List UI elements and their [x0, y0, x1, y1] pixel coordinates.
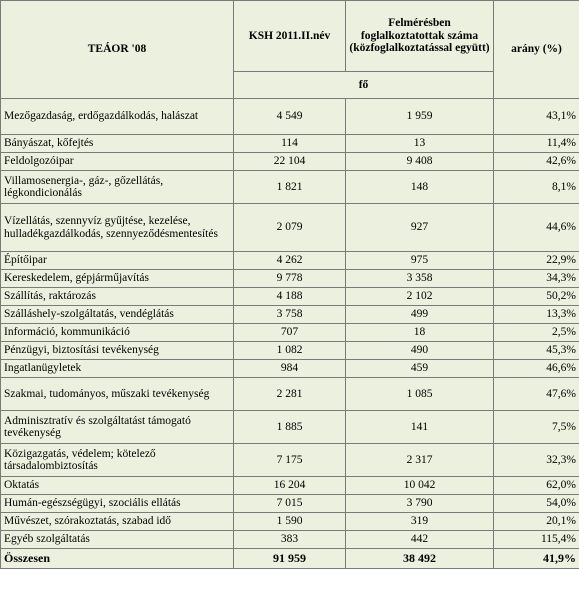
row-ksh: 4 549	[234, 99, 346, 135]
row-survey: 459	[346, 360, 494, 378]
row-label: Szálláshely-szolgáltatás, vendéglátás	[1, 306, 234, 324]
row-ksh: 1 885	[234, 411, 346, 444]
table-row	[1, 495, 579, 513]
table-row	[1, 252, 579, 270]
total-ksh: 91 959	[234, 549, 346, 569]
row-ksh: 1 590	[234, 513, 346, 531]
table-row	[1, 531, 579, 549]
row-label: Szakmai, tudományos, műszaki tevékenység	[1, 378, 234, 411]
row-ratio: 8,1%	[494, 171, 579, 204]
row-ratio: 50,2%	[494, 288, 579, 306]
row-ratio: 44,6%	[494, 204, 579, 252]
row-survey: 2 102	[346, 288, 494, 306]
row-ksh: 1 082	[234, 342, 346, 360]
table-row	[1, 444, 579, 477]
row-ratio: 7,5%	[494, 411, 579, 444]
row-ksh: 114	[234, 135, 346, 153]
row-label: Művészet, szórakoztatás, szabad idő	[1, 513, 234, 531]
row-survey: 490	[346, 342, 494, 360]
row-ratio: 2,5%	[494, 324, 579, 342]
row-ksh: 707	[234, 324, 346, 342]
row-label: Adminisztratív és szolgáltatást támogató tevékenység	[1, 411, 234, 444]
row-survey: 499	[346, 306, 494, 324]
row-ratio: 11,4%	[494, 135, 579, 153]
row-survey: 1 959	[346, 99, 494, 135]
row-ksh: 2 281	[234, 378, 346, 411]
header-ratio: arány (%)	[494, 1, 579, 99]
row-ksh: 16 204	[234, 477, 346, 495]
row-label: Oktatás	[1, 477, 234, 495]
row-survey: 141	[346, 411, 494, 444]
row-label: Ingatlanügyletek	[1, 360, 234, 378]
row-survey: 442	[346, 531, 494, 549]
row-ksh: 9 778	[234, 270, 346, 288]
row-survey: 148	[346, 171, 494, 204]
row-ratio: 22,9%	[494, 252, 579, 270]
row-survey: 3 790	[346, 495, 494, 513]
total-row	[1, 549, 579, 569]
table-row	[1, 513, 579, 531]
row-label: Villamosenergia-, gáz-, gőzellátás, légkondicionálás	[1, 171, 234, 204]
row-ratio: 54,0%	[494, 495, 579, 513]
row-survey: 975	[346, 252, 494, 270]
table-row	[1, 378, 579, 411]
row-ratio: 42,6%	[494, 153, 579, 171]
row-ksh: 22 104	[234, 153, 346, 171]
row-ksh: 4 188	[234, 288, 346, 306]
row-ksh: 984	[234, 360, 346, 378]
table-row	[1, 204, 579, 252]
row-survey: 3 358	[346, 270, 494, 288]
row-survey: 319	[346, 513, 494, 531]
row-ratio: 46,6%	[494, 360, 579, 378]
row-label: Szállítás, raktározás	[1, 288, 234, 306]
row-label: Pénzügyi, biztosítási tevékenység	[1, 342, 234, 360]
row-ratio: 43,1%	[494, 99, 579, 135]
row-survey: 2 317	[346, 444, 494, 477]
header-ksh: KSH 2011.II.név	[234, 1, 346, 72]
row-label: Kereskedelem, gépjárműjavítás	[1, 270, 234, 288]
row-label: Bányászat, kőfejtés	[1, 135, 234, 153]
row-ratio: 13,3%	[494, 306, 579, 324]
table-row	[1, 99, 579, 135]
row-ratio: 62,0%	[494, 477, 579, 495]
row-ksh: 4 262	[234, 252, 346, 270]
row-ksh: 3 758	[234, 306, 346, 324]
row-survey: 10 042	[346, 477, 494, 495]
table-row	[1, 360, 579, 378]
row-label: Közigazgatás, védelem; kötelező társadalombiztosítás	[1, 444, 234, 477]
row-ratio: 45,3%	[494, 342, 579, 360]
row-ksh: 7 015	[234, 495, 346, 513]
table-row	[1, 477, 579, 495]
row-label: Egyéb szolgáltatás	[1, 531, 234, 549]
row-survey: 927	[346, 204, 494, 252]
row-ratio: 20,1%	[494, 513, 579, 531]
row-label: Feldolgozóipar	[1, 153, 234, 171]
table-row	[1, 306, 579, 324]
header-teaor: TEÁOR '08	[1, 1, 234, 99]
row-survey: 18	[346, 324, 494, 342]
row-ratio: 32,3%	[494, 444, 579, 477]
row-label: Vízellátás, szennyvíz gyűjtése, kezelése, hulladékgazdálkodás, szennyeződésmentesítés	[1, 204, 234, 252]
row-ratio: 47,6%	[494, 378, 579, 411]
table-row	[1, 288, 579, 306]
row-ratio: 115,4%	[494, 531, 579, 549]
row-label: Humán-egészségügyi, szociális ellátás	[1, 495, 234, 513]
table-row	[1, 135, 579, 153]
row-ksh: 2 079	[234, 204, 346, 252]
table-row	[1, 324, 579, 342]
header-survey: Felmérésben foglalkoztatottak száma (közfoglalkoztatással együtt)	[346, 1, 494, 72]
total-label: Összesen	[1, 549, 234, 569]
row-survey: 9 408	[346, 153, 494, 171]
total-survey: 38 492	[346, 549, 494, 569]
table-row	[1, 171, 579, 204]
header-unit: fő	[234, 72, 494, 99]
row-survey: 1 085	[346, 378, 494, 411]
table-row	[1, 270, 579, 288]
table-row	[1, 342, 579, 360]
row-label: Információ, kommunikáció	[1, 324, 234, 342]
row-label: Építőipar	[1, 252, 234, 270]
row-survey: 13	[346, 135, 494, 153]
total-ratio: 41,9%	[494, 549, 579, 569]
table-row	[1, 411, 579, 444]
table-row	[1, 153, 579, 171]
row-ksh: 1 821	[234, 171, 346, 204]
row-ksh: 383	[234, 531, 346, 549]
row-ksh: 7 175	[234, 444, 346, 477]
row-label: Mezőgazdaság, erdőgazdálkodás, halászat	[1, 99, 234, 135]
row-ratio: 34,3%	[494, 270, 579, 288]
